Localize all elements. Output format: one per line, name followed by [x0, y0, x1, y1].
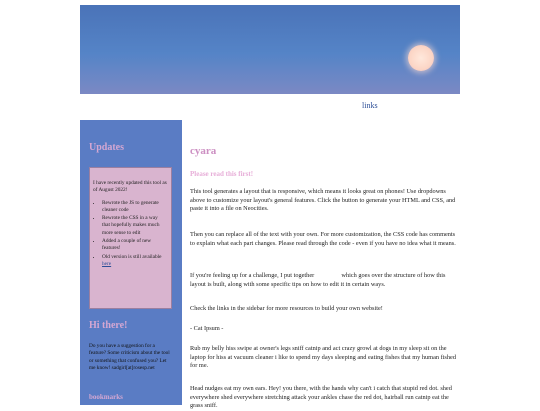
paragraph-customize: Then you can replace all of the text with your own. For more customization, the CSS code has comments to explain what each part changes. Please read through the code - even if you have no idea what it means.: [190, 231, 456, 247]
updates-list: [93, 200, 167, 269]
list-item: [102, 254, 167, 269]
paragraph-links: Check the links in the sidebar for more resources to build your own website!: [190, 305, 383, 312]
nav-link-links[interactable]: links: [362, 101, 378, 110]
old-version-link[interactable]: here: [102, 260, 112, 267]
old-version-text: Old version is still available: [102, 253, 162, 260]
paragraph-cat-ipsum-title: - Cat Ipsum -: [190, 325, 224, 332]
header-banner: [80, 5, 460, 94]
sidebar-heading-updates: Updates: [89, 142, 125, 153]
updates-box: [89, 167, 172, 309]
paragraph-intro: This tool generates a layout that is responsive, which means it looks great on phones! Use dropdowns above to customize your layout's general features. Click the button to generate your HTML and CSS, and paste it into a file on Neocities.: [190, 188, 456, 213]
page-title: cyara: [190, 145, 217, 157]
sidebar-hi-text: Do you have a suggestion for a feature? Some criticism about the tool or something that confused you? Let me know! sadgirl[at]rosesp.net: [89, 343, 170, 371]
challenge-text-start: If you're feeling up for a challenge, I put together: [190, 272, 315, 279]
list-item: • Rewrote the JS to generate cleaner code: [102, 200, 167, 215]
sidebar: [80, 120, 182, 405]
list-item: • Rewrote the CSS in a way that hopefully makes much more sense to edit: [102, 215, 167, 237]
paragraph-challenge: [190, 272, 456, 289]
paragraph-cat-ipsum-1: Rub my belly hiss swipe at owner's legs sniff catnip and act crazy growl at dogs in my sleep sit on the laptop for hiss at vacuum cleaner i like to spend my days sleeping and eating fishes that my human fished for me.: [190, 345, 456, 370]
challenge-text-end: which goes over the structure of how this layout is built, along with some specific tips on how to edit it in certain ways.: [190, 272, 446, 288]
sidebar-heading-hi: Hi there!: [89, 320, 128, 331]
sidebar-heading-bookmarks: bookmarks: [89, 393, 123, 401]
page-subtitle: Please read this first!: [190, 170, 254, 178]
list-item: • Added a couple of new features!: [102, 238, 167, 253]
paragraph-cat-ipsum-2: Head nudges eat my own ears. Hey! you there, with the hands why can't i catch that stupid red dot. shed everywhere shed everywhere stretching attack your ankles chase the red dot, hairball run catnip eat the grass sniff.: [190, 385, 452, 410]
moon-image: [408, 45, 434, 71]
updates-intro: I have recently updated this tool as of August 2022!: [93, 180, 167, 194]
